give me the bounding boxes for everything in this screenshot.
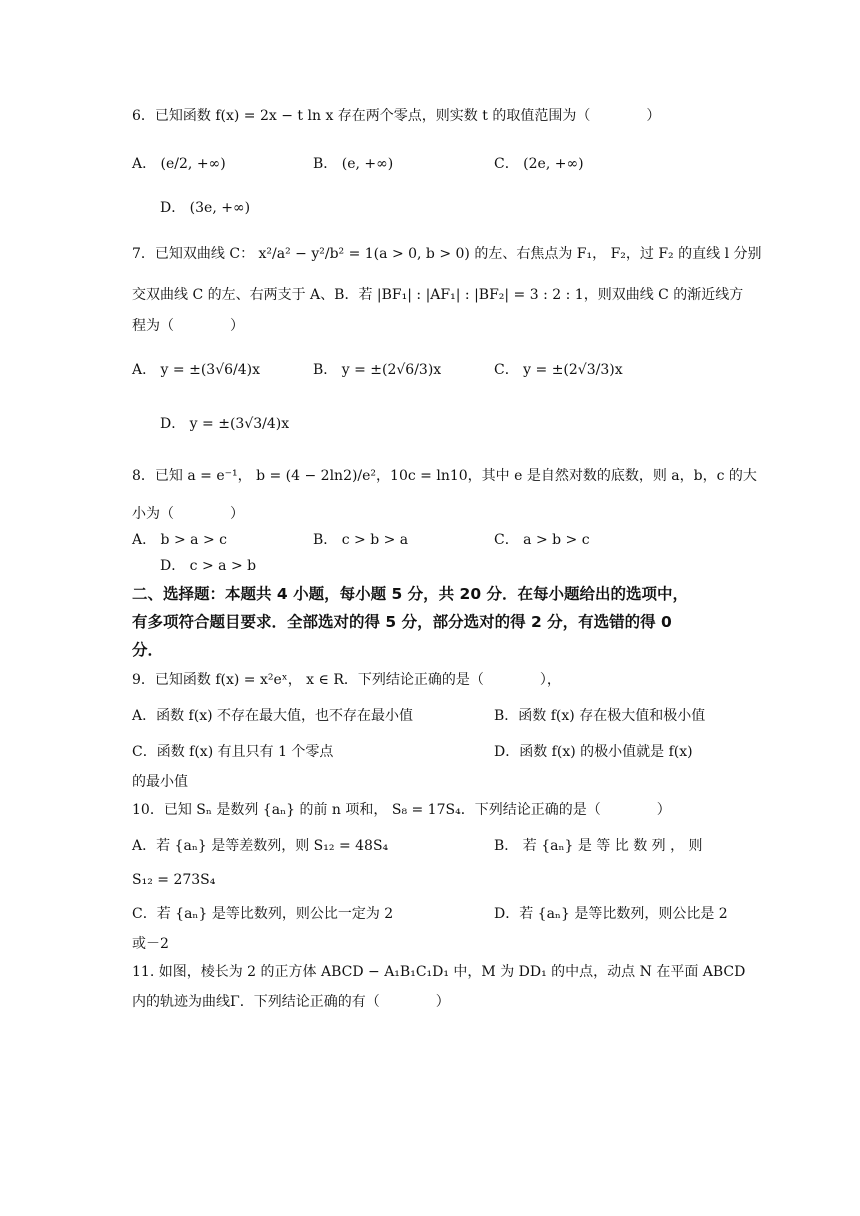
question-text-line: 小为（ ） (132, 506, 244, 522)
question-text-line: B． c > b > a (313, 532, 409, 548)
section-heading-line: 有多项符合题目要求．全部选对的得 5 分，部分选对的得 2 分，有选错的得 0 (132, 613, 672, 631)
question-text-line: 的最小值 (132, 774, 188, 790)
question-text-line: A．函数 f(x) 不存在最大值，也不存在最小值 (132, 708, 414, 724)
question-text-line: 交双曲线 C 的左、右两支于 A、B．若 |BF₁| : |AF₁| : |BF₂| = 3 : 2 : 1，则双曲线 C 的渐近线方 (132, 287, 744, 303)
question-text-line: A．若 {aₙ} 是等差数列，则 S₁₂ = 48S₄ (132, 838, 389, 854)
question-text-line: B． y = ±(2√6/3)x (313, 362, 442, 378)
question-text-line: 11. 如图，棱长为 2 的正方体 ABCD − A₁B₁C₁D₁ 中，M 为 DD₁ 的中点，动点 N 在平面 ABCD (132, 964, 746, 980)
question-text-line: B． (e, +∞) (313, 156, 394, 172)
question-text-line: 10．已知 Sₙ 是数列 {aₙ} 的前 n 项和， S₈ = 17S₄．下列结论正确的是（ ） (132, 802, 671, 818)
question-text-line: 程为（ ） (132, 318, 244, 334)
question-text-line: 7．已知双曲线 C： x²/a² − y²/b² = 1(a > 0, b > 0) 的左、右焦点为 F₁， F₂，过 F₂ 的直线 l 分别 (132, 246, 762, 262)
question-text-line: 8．已知 a = e⁻¹， b = (4 − 2ln2)/e²，10c = ln10，其中 e 是自然对数的底数，则 a，b，c 的大 (132, 468, 757, 484)
question-text-line: 或－2 (132, 936, 169, 952)
question-text-line: A． b > a > c (132, 532, 227, 548)
question-text-line: B．函数 f(x) 存在极大值和极小值 (494, 708, 706, 724)
section-heading-line: 分． (132, 641, 164, 659)
question-text-line: S₁₂ = 273S₄ (132, 872, 216, 888)
question-text-line: C． y = ±(2√3/3)x (494, 362, 623, 378)
question-text-line: C． a > b > c (494, 532, 590, 548)
question-text-line: A． y = ±(3√6/4)x (132, 362, 261, 378)
question-text-line: D．函数 f(x) 的极小值就是 f(x) (494, 744, 693, 760)
question-text-line: 9．已知函数 f(x) = x²eˣ， x ∈ R．下列结论正确的是（ ）， (132, 672, 561, 688)
section-heading-line: 二、选择题：本题共 4 小题，每小题 5 分，共 20 分．在每小题给出的选项中， (132, 585, 689, 603)
question-text-line: 内的轨迹为曲线Γ．下列结论正确的有（ ） (132, 994, 450, 1010)
question-text-line: A． (e/2, +∞) (132, 156, 226, 172)
question-text-line: 6．已知函数 f(x) = 2x − t ln x 存在两个零点，则实数 t 的取值范围为（ ） (132, 108, 661, 124)
question-text-line: D． c > a > b (160, 558, 257, 574)
question-text-line: D．若 {aₙ} 是等比数列，则公比是 2 (494, 906, 728, 922)
question-text-line: B． 若 {aₙ} 是 等 比 数 列 ， 则 (494, 838, 703, 854)
question-text-line: C．若 {aₙ} 是等比数列，则公比一定为 2 (132, 906, 394, 922)
question-text-line: C．函数 f(x) 有且只有 1 个零点 (132, 744, 334, 760)
question-text-line: D． (3e, +∞) (160, 200, 251, 216)
question-text-line: C． (2e, +∞) (494, 156, 584, 172)
question-text-line: D． y = ±(3√3/4)x (160, 416, 290, 432)
